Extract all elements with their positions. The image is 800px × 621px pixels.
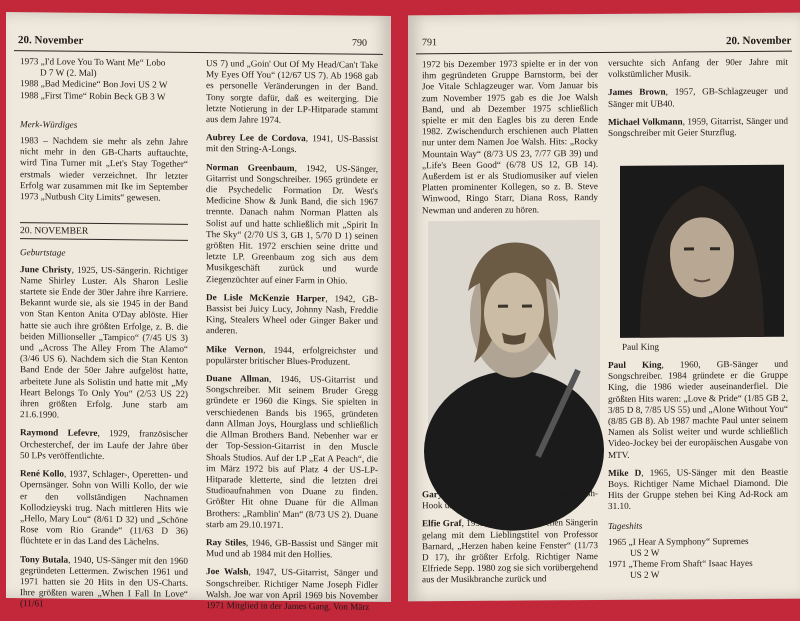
entry bbox=[422, 488, 598, 512]
chart-line: 1971 „Theme From Shaft“ Isaac Hayes bbox=[608, 558, 753, 570]
entry bbox=[206, 537, 378, 561]
entry-text: , 1944, erfolgreichster und populärster britischer Blues-Produzent. bbox=[206, 344, 378, 367]
entry-name: Norman Greenbaum bbox=[206, 161, 295, 173]
merk-text: 1983 – Nachdem sie mehr als zehn Jahre nicht mehr in den GB-Charts auftauchte, wird Tina Turner mit „Let's Stay Together“ erstmals wieder verzeichnet. Ihr letzter Erfolg war zusammen mit Ike im September 1973 „Nutbush City Limits“ gewesen. bbox=[20, 135, 188, 203]
right-column-2 bbox=[608, 57, 788, 146]
entry-name: De Lisle McKenzie Harper bbox=[206, 291, 326, 304]
entry-text: , 1965, US-Sänger mit den Beastie Boys. Richtiger Name Michael Diamond. Die Hits der Gruppe stehen bei King Ad-Rock am 31.10. bbox=[608, 466, 788, 512]
tageshits-list bbox=[608, 536, 788, 582]
entry bbox=[422, 517, 598, 585]
section-title-tageshits: Tageshits bbox=[608, 520, 643, 531]
entry-name: Ray Stiles bbox=[206, 537, 246, 548]
entry-text: , 1946, GB-Bassist und Sänger mit Mud und ab 1984 mit den Hollies. bbox=[206, 537, 379, 560]
left-column-2 bbox=[206, 58, 378, 620]
left-page bbox=[6, 12, 391, 612]
chart-list bbox=[20, 56, 188, 103]
right-column-1 bbox=[422, 58, 598, 223]
entry bbox=[206, 566, 378, 613]
entry bbox=[206, 162, 378, 287]
entry-text: , 1942, GB-Bassist bei Juicy Lucy, Johnny Nash, Freddie King, Stealers Wheel oder Ginger Baker und anderen. bbox=[206, 293, 378, 336]
header-rule bbox=[14, 50, 383, 55]
chart-line: 1988 „Bad Medicine“ Bon Jovi US 2 W bbox=[20, 78, 168, 91]
right-column-1-bottom bbox=[422, 488, 598, 593]
left-page-number: 790 bbox=[352, 37, 367, 49]
entry-name: Elfie Graf bbox=[422, 518, 462, 529]
header-rule bbox=[416, 51, 792, 55]
section-title-geburtstage: Geburtstage bbox=[20, 247, 66, 259]
chart-line: D 7 W (2. Mal) bbox=[40, 67, 97, 79]
entry-name: Aubrey Lee de Cordova bbox=[206, 132, 306, 144]
entry-text: , 1946, US-Gitarrist und Songschreiber. Mit seinem Bruder Gregg gründete er 1960 die Kings. Sie spielten in verschiedenen Bands bis 1965, gründeten dann Allman Joys, Hourglass und schließlich die Allman Brothers Band. Nebenher war er der Top-Session-Gitarrist in den Muscle Shoals Studios. Auf der LP „Eat A Peach“, die im März 1972 bis auf Platz 4 der US-LP-Hitparade kletterte, sind die letzten drei Studioaufnahmen von Duane zu finden. Größter Hit ohne Duane für die Allman Brothers: „Ramblin' Man“ (8/73 US 2). Duane starb am 29.10.1971. bbox=[206, 373, 378, 530]
photo-joe-walsh bbox=[428, 220, 600, 457]
entry-name: Duane Allman bbox=[206, 373, 270, 384]
photo-caption-paul-king: Paul King bbox=[622, 341, 660, 352]
chart-line: US 2 W bbox=[630, 547, 660, 558]
right-page bbox=[408, 13, 800, 602]
right-column-2-bottom bbox=[608, 359, 788, 582]
entry-name: René Kollo bbox=[20, 468, 64, 479]
entry-name: Mike D bbox=[608, 467, 642, 478]
entry-name: Joe Walsh bbox=[206, 566, 249, 577]
left-column-1 bbox=[20, 56, 188, 618]
entry bbox=[608, 116, 788, 140]
entry-text: , 1942, US-Sänger, Gitarrist und Songschreiber. 1965 gründete er die Psychedelic Formation Dr. West's Medicine Show & Junk Band, die sich 1967 trennte. Danach nahm Norman Platten als Solist auf und hatte schließlich mit „Spirit In The Sky“ (2/70 US 3, GB 1, 5/70 D 1) seinen größten Hit. 1972 erschien seine dritte und letzte LP. Greenbaum zog sich aus dem Musikgeschäft zurück und wurde Ziegenzüchter auf einer Farm in Ohio. bbox=[206, 162, 378, 286]
entry-text: , 1940, US-Sänger mit den 1960 gegründeten Lettermen. Zwischen 1961 und 1971 hatten sie 20 Hits in den US-Charts. Ihre größten waren „When I Fall In Love“ (11/61 bbox=[20, 554, 188, 609]
photo-paul-king bbox=[620, 165, 784, 338]
entry-text: , 1925, US-Sängerin. Richtiger Name Shirley Luster. Als Sharon Leslie startete sie Ende der 30er Jahre ihre Karriere. Bekannt wurde sie, als sie 1945 in der Band von Stan Kenton Anita O'Day ablöste. Hier hatte sie auch ihre größten Erfolge, z. B. die beiden Millionseller „Tampico“ (7/45 US 3) und „Across The Alley From The Alamo“ (3/46 US 6). Nachdem sich die Stan Kenton Band Ende der 50er Jahre aufgelöst hatte, arbeitete June als Solistin und hatte mit „My Heart Belongs To Only You“ (2/53 US 22) ihren größten Erfolg. June starb am 21.6.1990. bbox=[20, 264, 188, 420]
entry bbox=[20, 428, 188, 463]
entry-text: , 1957, GB-Schlagzeuger und Sänger mit UB40. bbox=[608, 86, 788, 109]
entry bbox=[20, 554, 188, 612]
chart-line: 1965 „I Hear A Symphony“ Supremes bbox=[608, 535, 749, 547]
entry-name: Tony Butala bbox=[20, 553, 69, 565]
entry-name: Paul King bbox=[608, 359, 662, 370]
entry-name: Gary Green bbox=[422, 488, 473, 500]
entry-name: Raymond Lefevre bbox=[20, 427, 98, 439]
chart-line: 1973 „I'd Love You To Want Me“ Lobo bbox=[20, 56, 166, 68]
entry-name: June Christy bbox=[20, 263, 72, 275]
entry bbox=[206, 373, 378, 532]
entry-name: Mike Vernon bbox=[206, 343, 264, 355]
portrait-joe-walsh bbox=[428, 220, 600, 457]
day-header: 20. NOVEMBER bbox=[20, 222, 188, 241]
entry-text: , 1952, der österreichischen Sängerin gelang mit dem Lieblingstitel von Professor Barnard, „Herzen haben keine Fenster“ (11/73 D 17), ihr größter Erfolg. Richtiger Name Elfriede Sepp. 1980 zog sie sich vorübergehend aus der Musikbranche zurück und bbox=[422, 517, 598, 585]
photo-caption-joe-walsh: Joe Walsh bbox=[430, 460, 468, 472]
entry bbox=[20, 264, 188, 423]
entry bbox=[206, 292, 378, 339]
portrait-paul-king bbox=[620, 165, 784, 338]
continued-text: 1972 bis Dezember 1973 spielte er in der von ihm gegründeten Gruppe Barnstorm, bei der Joe Vitale Schlagzeuger war. Vom Januar bis zum November 1975 gab es die Joe Walsh Band, und ab Dezember 1975 schließlich spielte er mit den Eagles bis zu deren Ende 1982. Zwischendurch erschienen auch Platten nur unter dem Namen Joe Walsh. Hits: „Rocky Mountain Way“ (8/73 US 23, 7/77 GB 39) und „Life's Been Good“ (6/78 US 12, GB 14). Außerdem ist er als Studiomusiker auf vielen Platten prominenter Kollegen, so z. B. Steve Winwood, Ringo Starr, Diana Ross, Randy Newman und anderen zu hören. bbox=[422, 58, 598, 215]
entry bbox=[608, 86, 788, 110]
chart-line: 1988 „First Time“ Robin Beck GB 3 W bbox=[20, 89, 166, 102]
section-title-merk: Merk-Würdiges bbox=[20, 118, 78, 130]
entry-text: , 1941, US-Bassist mit den String-A-Longs. bbox=[206, 133, 379, 155]
entry-text: , 1937, Schlager-, Operetten- und Opernsänger. Sohn von Willi Kollo, der wie er den vollständigen Nachnamen Kollodzieyski trug. Nach mittleren Hits wie „Hello, Mary Lou“ (8/61 D 32) und „Schöne Rose vom Rio Grande“ (11/63 D 36) flüchtete er in das Land des Lächelns. bbox=[20, 468, 188, 547]
right-header-date: 20. November bbox=[726, 34, 792, 48]
left-header-date: 20. November bbox=[18, 34, 84, 47]
entry-text: , 1960, GB-Sänger und Songschreiber. 1984 gründete er die Gruppe King, die 1986 wieder auseinanderfiel. Die größten Hits waren: „Love & Pride“ (1/85 GB 2, 3/85 D 8, 7/85 US 55) und „Alone Without You“ (8/85 GB 8). Ab 1987 machte Paul unter seinem Namen als Solist weiter und wurde schließlich Video-Jockey bei der europäischen Ausgabe von MTV. bbox=[608, 358, 788, 460]
entry bbox=[608, 359, 788, 461]
entry-text: , 1929, französischer Orchesterchef, der im Laufe der Jahre über 50 LPs veröffentlichte. bbox=[20, 428, 188, 461]
continued-text: US 7) und „Goin' Out Of My Head/Can't Take My Eyes Off You“ (12/67 US 7). Ab 1968 gab es personelle Veränderungen in der Band. Tony sorgte dafür, daß es weiterging. Die letzte Notierung in der LP-Hitparade stammt aus dem Jahre 1974. bbox=[206, 58, 378, 125]
entry-name: Michael Volkmann bbox=[608, 116, 683, 127]
entry bbox=[608, 467, 788, 513]
right-page-number: 791 bbox=[422, 37, 437, 49]
entry-text: , 1959, Gitarrist, Sänger und Songschreiber mit Geier Sturzflug. bbox=[608, 115, 789, 138]
entry bbox=[206, 344, 378, 368]
entry-text: , 1947, US-Gitarrist, Sänger und Songschreiber. Richtiger Name Joseph Fidler Walsh. Joe war von April 1969 bis November 1971 Mitglied in der James Gang. Von März bbox=[206, 566, 378, 612]
chart-line: US 2 W bbox=[630, 570, 660, 581]
entry bbox=[206, 132, 378, 156]
continued-text: versuchte sich Anfang der 90er Jahre mit volkstümlicher Musik. bbox=[608, 56, 788, 80]
entry bbox=[20, 468, 188, 548]
entry-text: , 1950, GB-Gitarrist mit Fish-Hook und Gentle Giant. bbox=[422, 488, 598, 511]
entry-name: James Brown bbox=[608, 86, 666, 98]
